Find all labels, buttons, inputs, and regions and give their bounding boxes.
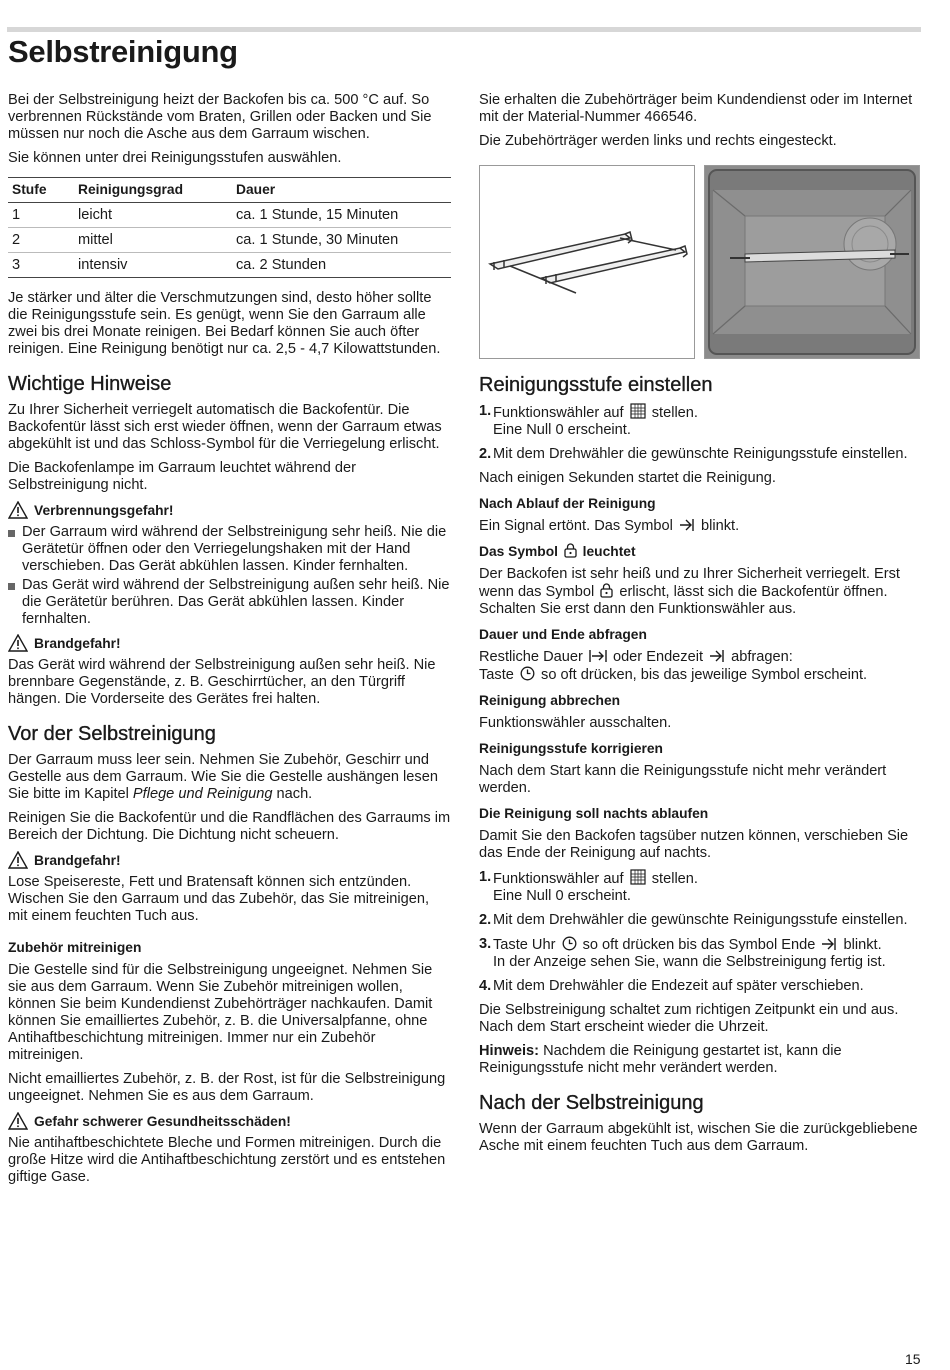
table-header: Reinigungsgrad xyxy=(74,178,232,203)
table-cell: ca. 1 Stunde, 30 Minuten xyxy=(232,228,451,253)
symbol-text: erlischt, lässt sich die Backofentür öffnen. Schalten Sie erst dann den Funktionswähler aus. xyxy=(479,584,888,617)
ablauf-text: Ein Signal ertönt. Das Symbol xyxy=(479,518,673,534)
table-row xyxy=(8,203,451,228)
grid-icon xyxy=(630,869,646,885)
clock-icon xyxy=(520,666,535,681)
hinweis-text: Nachdem die Reinigung gestartet ist, kann die Reinigungsstufe nicht mehr verändert werden. xyxy=(479,1043,842,1076)
step-number: 1. xyxy=(479,869,492,885)
warning-burn xyxy=(8,501,451,519)
warning-triangle-icon xyxy=(8,1112,28,1130)
list-item xyxy=(479,446,920,463)
subheading-dauer: Dauer und Ende abfragen xyxy=(479,627,647,642)
step-text: Funktionswähler auf xyxy=(493,405,624,421)
warning-label: Brandgefahr! xyxy=(34,852,121,868)
warning-fire-2 xyxy=(8,851,451,869)
dauer-text: Taste xyxy=(479,667,514,683)
list-item: Das Gerät wird während der Selbstreinigung außen sehr heiß. Nie die Gerätetür berühren. Das Gerät abkühlen lassen. Kinder fernhalten. xyxy=(8,577,451,628)
page-number: 15 xyxy=(905,1351,921,1367)
step-text: stellen. xyxy=(651,405,698,421)
vor-text-a: Der Garraum muss leer sein. Nehmen Sie Zubehör, Geschirr und Gestelle aus dem Garraum. Wie Sie die Gestelle aushängen lesen Sie bitte im Kapitel xyxy=(8,752,438,802)
oven-drawing xyxy=(705,166,919,358)
warning-triangle-icon xyxy=(8,501,28,519)
hinweis-paragraph xyxy=(479,1043,920,1077)
list-item xyxy=(479,912,920,929)
step-text: Funktionswähler auf xyxy=(493,871,624,887)
table-cell: 1 xyxy=(8,203,74,228)
subheading-korrigieren: Reinigungsstufe korrigieren xyxy=(479,741,663,756)
warning-text: Lose Speisereste, Fett und Bratensaft können sich entzünden. Wischen Sie den Garraum und das Zubehör, das Sie mitreinigen, mit einem feuchten Tuch aus. xyxy=(8,874,430,924)
step-text: In der Anzeige sehen Sie, wann die Selbstreinigung fertig ist. xyxy=(493,954,886,970)
accessory-paragraph: Sie erhalten die Zubehörträger beim Kundendienst oder im Internet mit der Material-Nummer 466546. xyxy=(479,92,913,125)
ablauf-paragraph xyxy=(479,518,920,535)
lock-icon xyxy=(600,583,613,598)
list-item xyxy=(479,936,920,971)
section-heading-einstellen: Reinigungsstufe einstellen xyxy=(479,374,713,396)
page-title: Selbstreinigung xyxy=(8,34,238,69)
table-cell: ca. 2 Stunden xyxy=(232,253,451,278)
warning-label: Gefahr schwerer Gesundheitsschäden! xyxy=(34,1113,291,1129)
nachts-paragraph: Damit Sie den Backofen tagsüber nutzen können, verschieben Sie das Ende der Reinigung auf nachts. xyxy=(479,828,909,861)
left-column xyxy=(8,92,451,1193)
step-text: Mit dem Drehwähler die Endezeit auf später verschieben. xyxy=(493,978,864,994)
step-text: Eine Null 0 erscheint. xyxy=(493,422,631,438)
symbol-paragraph xyxy=(479,566,920,618)
arrow-to-bar-icon xyxy=(709,649,725,663)
step-number: 1. xyxy=(479,403,492,419)
rails-drawing xyxy=(480,166,694,358)
right-column xyxy=(479,92,920,1162)
top-rule xyxy=(7,27,921,32)
subheading-zubehoer: Zubehör mitreinigen xyxy=(8,940,142,955)
hinweis-label: Hinweis: xyxy=(479,1043,540,1059)
accessory-paragraph-2: Die Zubehörträger werden links und rechts eingesteckt. xyxy=(479,133,837,149)
after-table-paragraph: Je stärker und älter die Verschmutzungen sind, desto höher sollte die Reinigungsstufe sein. Es genügt, wenn Sie den Garraum alle zwei bis drei Monate reinigen. Bei Bedarf können Sie auch öfter reinigen. Eine Reinigung benötigt nur ca. 2,5 - 4,7 Kilowattstunden. xyxy=(8,290,441,357)
accessory-rails-illustration xyxy=(479,165,695,359)
vor-text-b: nach. xyxy=(272,786,313,802)
table-cell: intensiv xyxy=(74,253,232,278)
zubehoer-paragraph: Die Gestelle sind für die Selbstreinigung ungeeignet. Nehmen Sie sie aus dem Garraum. Wenn Sie Zubehör mitreinigen wollen, können Sie beim Kundendienst Zubehörträger nachkaufen. Damit können Sie emailliertes Zubehör, z. B. die Universalpfanne, ohne Antihaftbeschichtung mitreinigen. Immer nur ein Zubehör mitreinigen. xyxy=(8,962,433,1063)
warning-fire xyxy=(8,634,451,652)
zubehoer-paragraph-2: Nicht emailliertes Zubehör, z. B. der Rost, ist für die Selbstreinigung ungeeignet. Nehmen Sie es aus dem Garraum. xyxy=(8,1071,446,1104)
warning-label: Verbrennungsgefahr! xyxy=(34,502,174,518)
table-header: Dauer xyxy=(232,178,451,203)
vor-paragraph-2: Reinigen Sie die Backofentür und die Randflächen des Garraums im Bereich der Dichtung. Die Dichtung nicht scheuern. xyxy=(8,810,451,843)
dauer-text: abfragen: xyxy=(731,649,793,665)
warning-triangle-icon xyxy=(8,634,28,652)
section-heading-nach: Nach der Selbstreinigung xyxy=(479,1092,704,1114)
table-header: Stufe xyxy=(8,178,74,203)
subheading-symbol xyxy=(479,543,920,560)
table-cell: mittel xyxy=(74,228,232,253)
bar-arrow-bar-icon xyxy=(589,649,607,663)
dauer-text: oder Endezeit xyxy=(612,649,704,665)
table-row xyxy=(8,228,451,253)
dauer-text: so oft drücken, bis das jeweilige Symbol erscheint. xyxy=(541,667,868,683)
korrigieren-paragraph: Nach dem Start kann die Reinigungsstufe nicht mehr verändert werden. xyxy=(479,763,887,796)
lock-icon xyxy=(564,543,577,558)
step-text: so oft drücken bis das Symbol Ende xyxy=(582,937,816,953)
illustrations xyxy=(479,165,920,359)
table-cell: 2 xyxy=(8,228,74,253)
ablauf-text: blinkt. xyxy=(701,518,740,534)
table-header-row xyxy=(8,178,451,203)
warning-text: Das Gerät wird während der Selbstreinigung außen sehr heiß. Nie brennbare Gegenstände, z. B. Geschirrtücher, an den Türgriff hängen. Die Vorderseite des Gerätes frei halten. xyxy=(8,657,436,707)
grid-icon xyxy=(630,403,646,419)
dauer-text: Restliche Dauer xyxy=(479,649,583,665)
clock-icon xyxy=(562,936,577,951)
section-heading-vor: Vor der Selbstreinigung xyxy=(8,723,216,745)
subheading-abbrechen: Reinigung abbrechen xyxy=(479,693,621,708)
step-text: stellen. xyxy=(651,871,698,887)
after-steps: Nach einigen Sekunden startet die Reinigung. xyxy=(479,470,776,486)
list-item xyxy=(479,403,920,439)
chapter-reference: Pflege und Reinigung xyxy=(132,786,273,802)
list-item xyxy=(479,869,920,905)
oven-interior-illustration xyxy=(704,165,920,359)
step-number: 2. xyxy=(479,446,492,462)
steps-einstellen xyxy=(479,403,920,463)
subheading-ablauf: Nach Ablauf der Reinigung xyxy=(479,496,656,511)
subheading-nachts: Die Reinigung soll nachts ablaufen xyxy=(479,806,709,821)
arrow-to-bar-icon xyxy=(821,937,837,951)
table-cell: ca. 1 Stunde, 15 Minuten xyxy=(232,203,451,228)
table-row xyxy=(8,253,451,278)
step-number: 2. xyxy=(479,912,492,928)
warning-health xyxy=(8,1112,451,1130)
warning-triangle-icon xyxy=(8,851,28,869)
hinweise-paragraph-2: Die Backofenlampe im Garraum leuchtet während der Selbstreinigung nicht. xyxy=(8,460,356,493)
hinweise-paragraph: Zu Ihrer Sicherheit verriegelt automatisch die Backofentür. Die Backofentür lässt sich erst wieder öffnen, wenn der Garraum etwas abgekühlt ist und das Schloss-Symbol für die Verriegelung erlischt. xyxy=(8,402,442,452)
step-text: blinkt. xyxy=(843,937,882,953)
symbol-heading-text: Das Symbol xyxy=(479,544,558,559)
table-cell: 3 xyxy=(8,253,74,278)
cleaning-levels-table xyxy=(8,177,451,278)
intro-paragraph: Bei der Selbstreinigung heizt der Backofen bis ca. 500 °C auf. So verbrennen Rückstände vom Braten, Grillen oder Backen und Sie müssen nur noch die Asche aus dem Garraum wischen. xyxy=(8,92,432,142)
warning-text: Nie antihaftbeschichtete Bleche und Formen mitreinigen. Durch die große Hitze wird die Antihaftbeschichtung zerstört und es entstehen giftige Gase. xyxy=(8,1135,446,1185)
nach-paragraph: Wenn der Garraum abgekühlt ist, wischen Sie die zurückgebliebene Asche mit einem feuchten Tuch aus dem Garraum. xyxy=(479,1121,918,1154)
step-text: Eine Null 0 erscheint. xyxy=(493,888,631,904)
step-text: Mit dem Drehwähler die gewünschte Reinigungsstufe einstellen. xyxy=(493,912,908,928)
warning-list xyxy=(8,524,451,628)
table-cell: leicht xyxy=(74,203,232,228)
steps-nachts xyxy=(479,869,920,995)
symbol-heading-text: leuchtet xyxy=(582,544,636,559)
warning-label: Brandgefahr! xyxy=(34,635,121,651)
list-item: Der Garraum wird während der Selbstreinigung sehr heiß. Nie die Gerätetür öffnen oder den Verriegelungshaken mit der Hand verschieben. Das Gerät abkühlen lassen. Kinder fernhalten. xyxy=(8,524,451,575)
step-number: 4. xyxy=(479,978,492,994)
vor-paragraph xyxy=(8,752,451,803)
intro-paragraph-2: Sie können unter drei Reinigungsstufen auswählen. xyxy=(8,150,342,166)
step-text: Mit dem Drehwähler die gewünschte Reinigungsstufe einstellen. xyxy=(493,446,908,462)
abbrechen-paragraph: Funktionswähler ausschalten. xyxy=(479,715,672,731)
section-heading-hinweise: Wichtige Hinweise xyxy=(8,373,172,395)
dauer-paragraph xyxy=(479,649,920,684)
list-item xyxy=(479,978,920,995)
step-text: Taste Uhr xyxy=(493,937,556,953)
step-number: 3. xyxy=(479,936,492,952)
arrow-to-bar-icon xyxy=(679,518,695,532)
nachts-after: Die Selbstreinigung schaltet zum richtigen Zeitpunkt ein und aus. Nach dem Start erscheint wieder die Uhrzeit. xyxy=(479,1002,899,1035)
symbol-text: Der Backofen ist sehr heiß und zu Ihrer Sicherheit verriegelt. Erst wenn das Symbol xyxy=(479,566,900,600)
